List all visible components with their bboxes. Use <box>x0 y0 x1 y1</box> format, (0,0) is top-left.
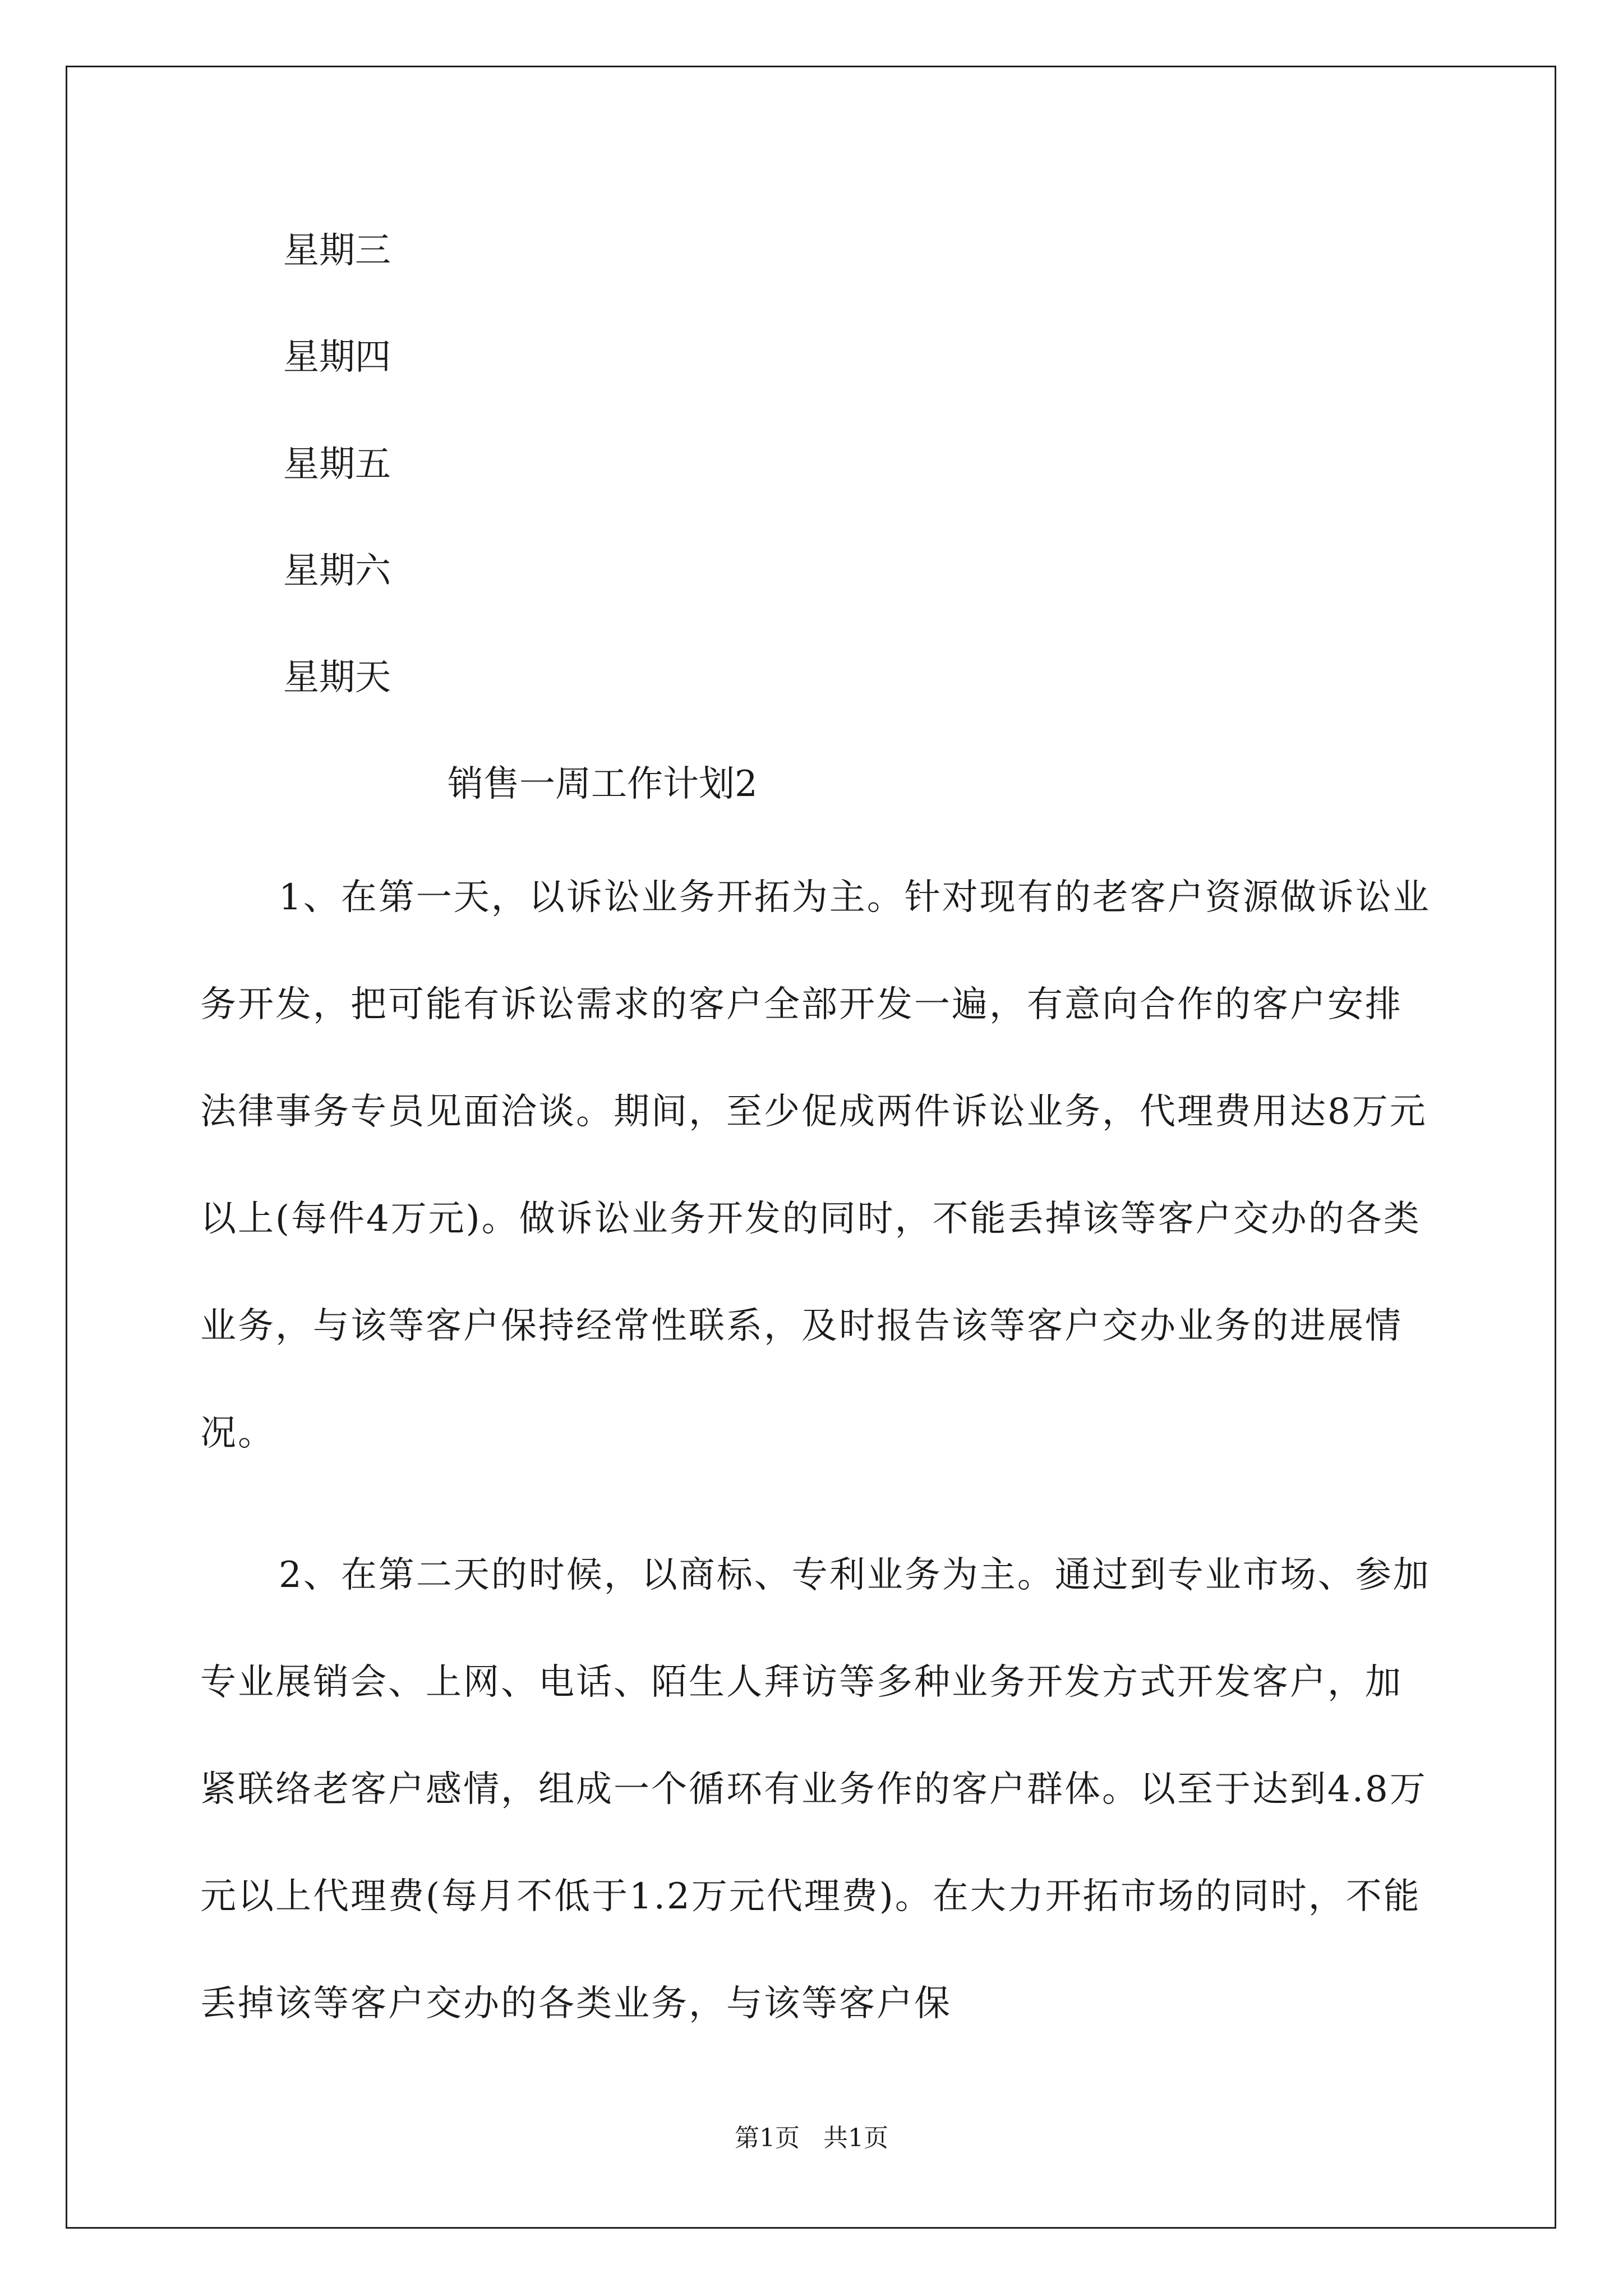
weekday-saturday: 星期六 <box>283 550 391 592</box>
page-footer: 第1页 共1页 <box>735 2124 888 2152</box>
section-title: 销售一周工作计划2 <box>448 763 758 805</box>
weekday-thursday: 星期四 <box>283 337 391 378</box>
weekday-sunday: 星期天 <box>283 657 391 698</box>
weekday-friday: 星期五 <box>283 444 391 485</box>
paragraph-day-two: 2、在第二天的时候，以商标、专利业务为主。通过到专业市场、参加专业展销会、上网、电话、陌生人拜访等多种业务开发方式开发客户，加紧联络老客户感情，组成一个循环有业务作的客户群体。以至于达到4.8万元以上代理费(每月不低于1.2万元代理费)。在大力开拓市场的同时，不能丢掉该等客户交办的各类业务，与该等客户保 <box>200 1554 1431 2024</box>
weekday-wednesday: 星期三 <box>283 230 391 272</box>
paragraph-day-one: 1、在第一天，以诉讼业务开拓为主。针对现有的老客户资源做诉讼业务开发，把可能有诉讼需求的客户全部开发一遍，有意向合作的客户安排法律事务专员见面洽谈。期间，至少促成两件诉讼业务，代理费用达8万元以上(每件4万元)。做诉讼业务开发的同时，不能丢掉该等客户交办的各类业务，与该等客户保持经常性联系，及时报告该等客户交办业务的进展情况。 <box>200 877 1431 1454</box>
